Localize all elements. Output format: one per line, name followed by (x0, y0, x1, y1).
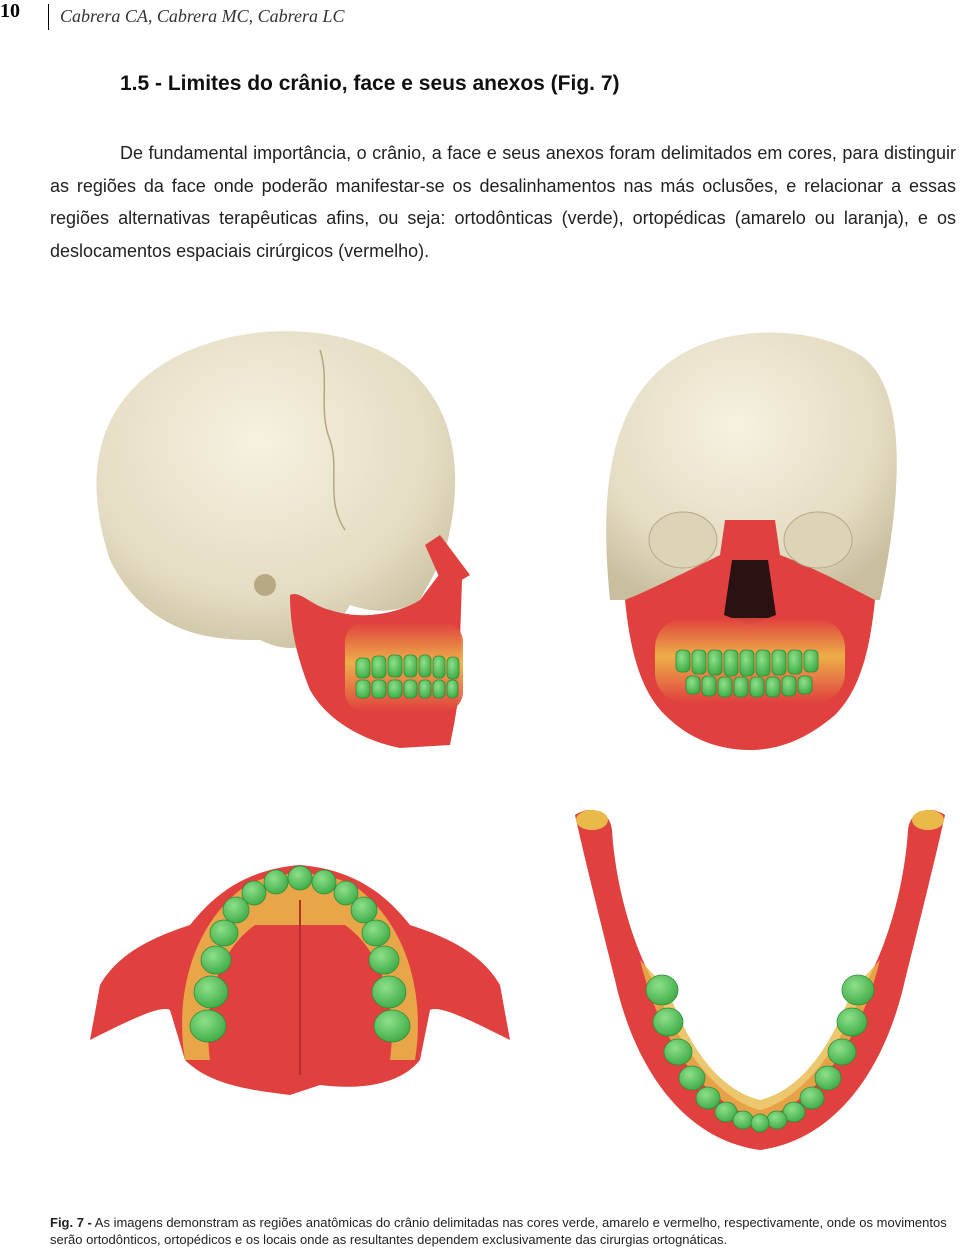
lateral-skull-view (97, 331, 471, 748)
right-orbit (784, 512, 852, 568)
mandible-yellow-left (640, 960, 760, 1120)
frontal-teeth (676, 650, 818, 697)
lateral-teeth (356, 655, 459, 698)
maxilla-yellow (182, 874, 418, 1061)
lateral-yellow-band (345, 622, 463, 712)
mandible-teeth (646, 975, 874, 1132)
frontal-cranium (606, 333, 897, 601)
mandible-yellow-right (760, 960, 880, 1120)
figure-caption (50, 1214, 958, 1248)
left-condyle (576, 810, 608, 830)
frontal-yellow-band (655, 618, 845, 703)
lateral-suture (320, 350, 345, 530)
lateral-maxilla-red (425, 535, 470, 590)
right-condyle (912, 810, 944, 830)
nasal-cavity (724, 560, 776, 625)
frontal-skull-view (606, 333, 897, 751)
header-rule (48, 4, 49, 30)
page-number: 10 (0, 0, 20, 22)
frontal-face-red (625, 520, 875, 750)
maxilla-teeth (190, 866, 410, 1042)
mandible-red (575, 810, 945, 1150)
lateral-mandible-red (290, 545, 462, 748)
left-orbit (649, 512, 717, 568)
section-title: 1.5 - Limites do crânio, face e seus anexos (Fig. 7) (120, 72, 620, 95)
mandible-occlusal-view (575, 810, 945, 1150)
running-head: Cabrera CA, Cabrera MC, Cabrera LC (60, 6, 345, 26)
caption-label: Fig. 7 - (50, 1215, 92, 1230)
ear-opening (254, 574, 276, 596)
maxilla-occlusal-view (90, 865, 510, 1095)
caption-text: As imagens demonstram as regiões anatômicas do crânio delimitadas nas cores verde, amarelo e vermelho, respectivamente, onde os movimentos serão ortodônticos, ortopédicos e os locais onde as resultantes dependem exclusivamente das cirurgias ortognáticas. (50, 1215, 947, 1247)
maxilla-red (90, 865, 510, 1095)
lateral-cranium (97, 331, 456, 648)
body-paragraph: De fundamental importância, o crânio, a face e seus anexos foram delimitados em cores, para distinguir as regiões da face onde poderão manifestar-se os desalinhamentos nas más oclusões, e relacionar a essas regiões alternativas terapêuticas afins, ou seja: ortodônticas (verde), ortopédicas (amarelo ou laranja), e os deslocamentos espaciais cirúrgicos (vermelho). (50, 143, 956, 261)
